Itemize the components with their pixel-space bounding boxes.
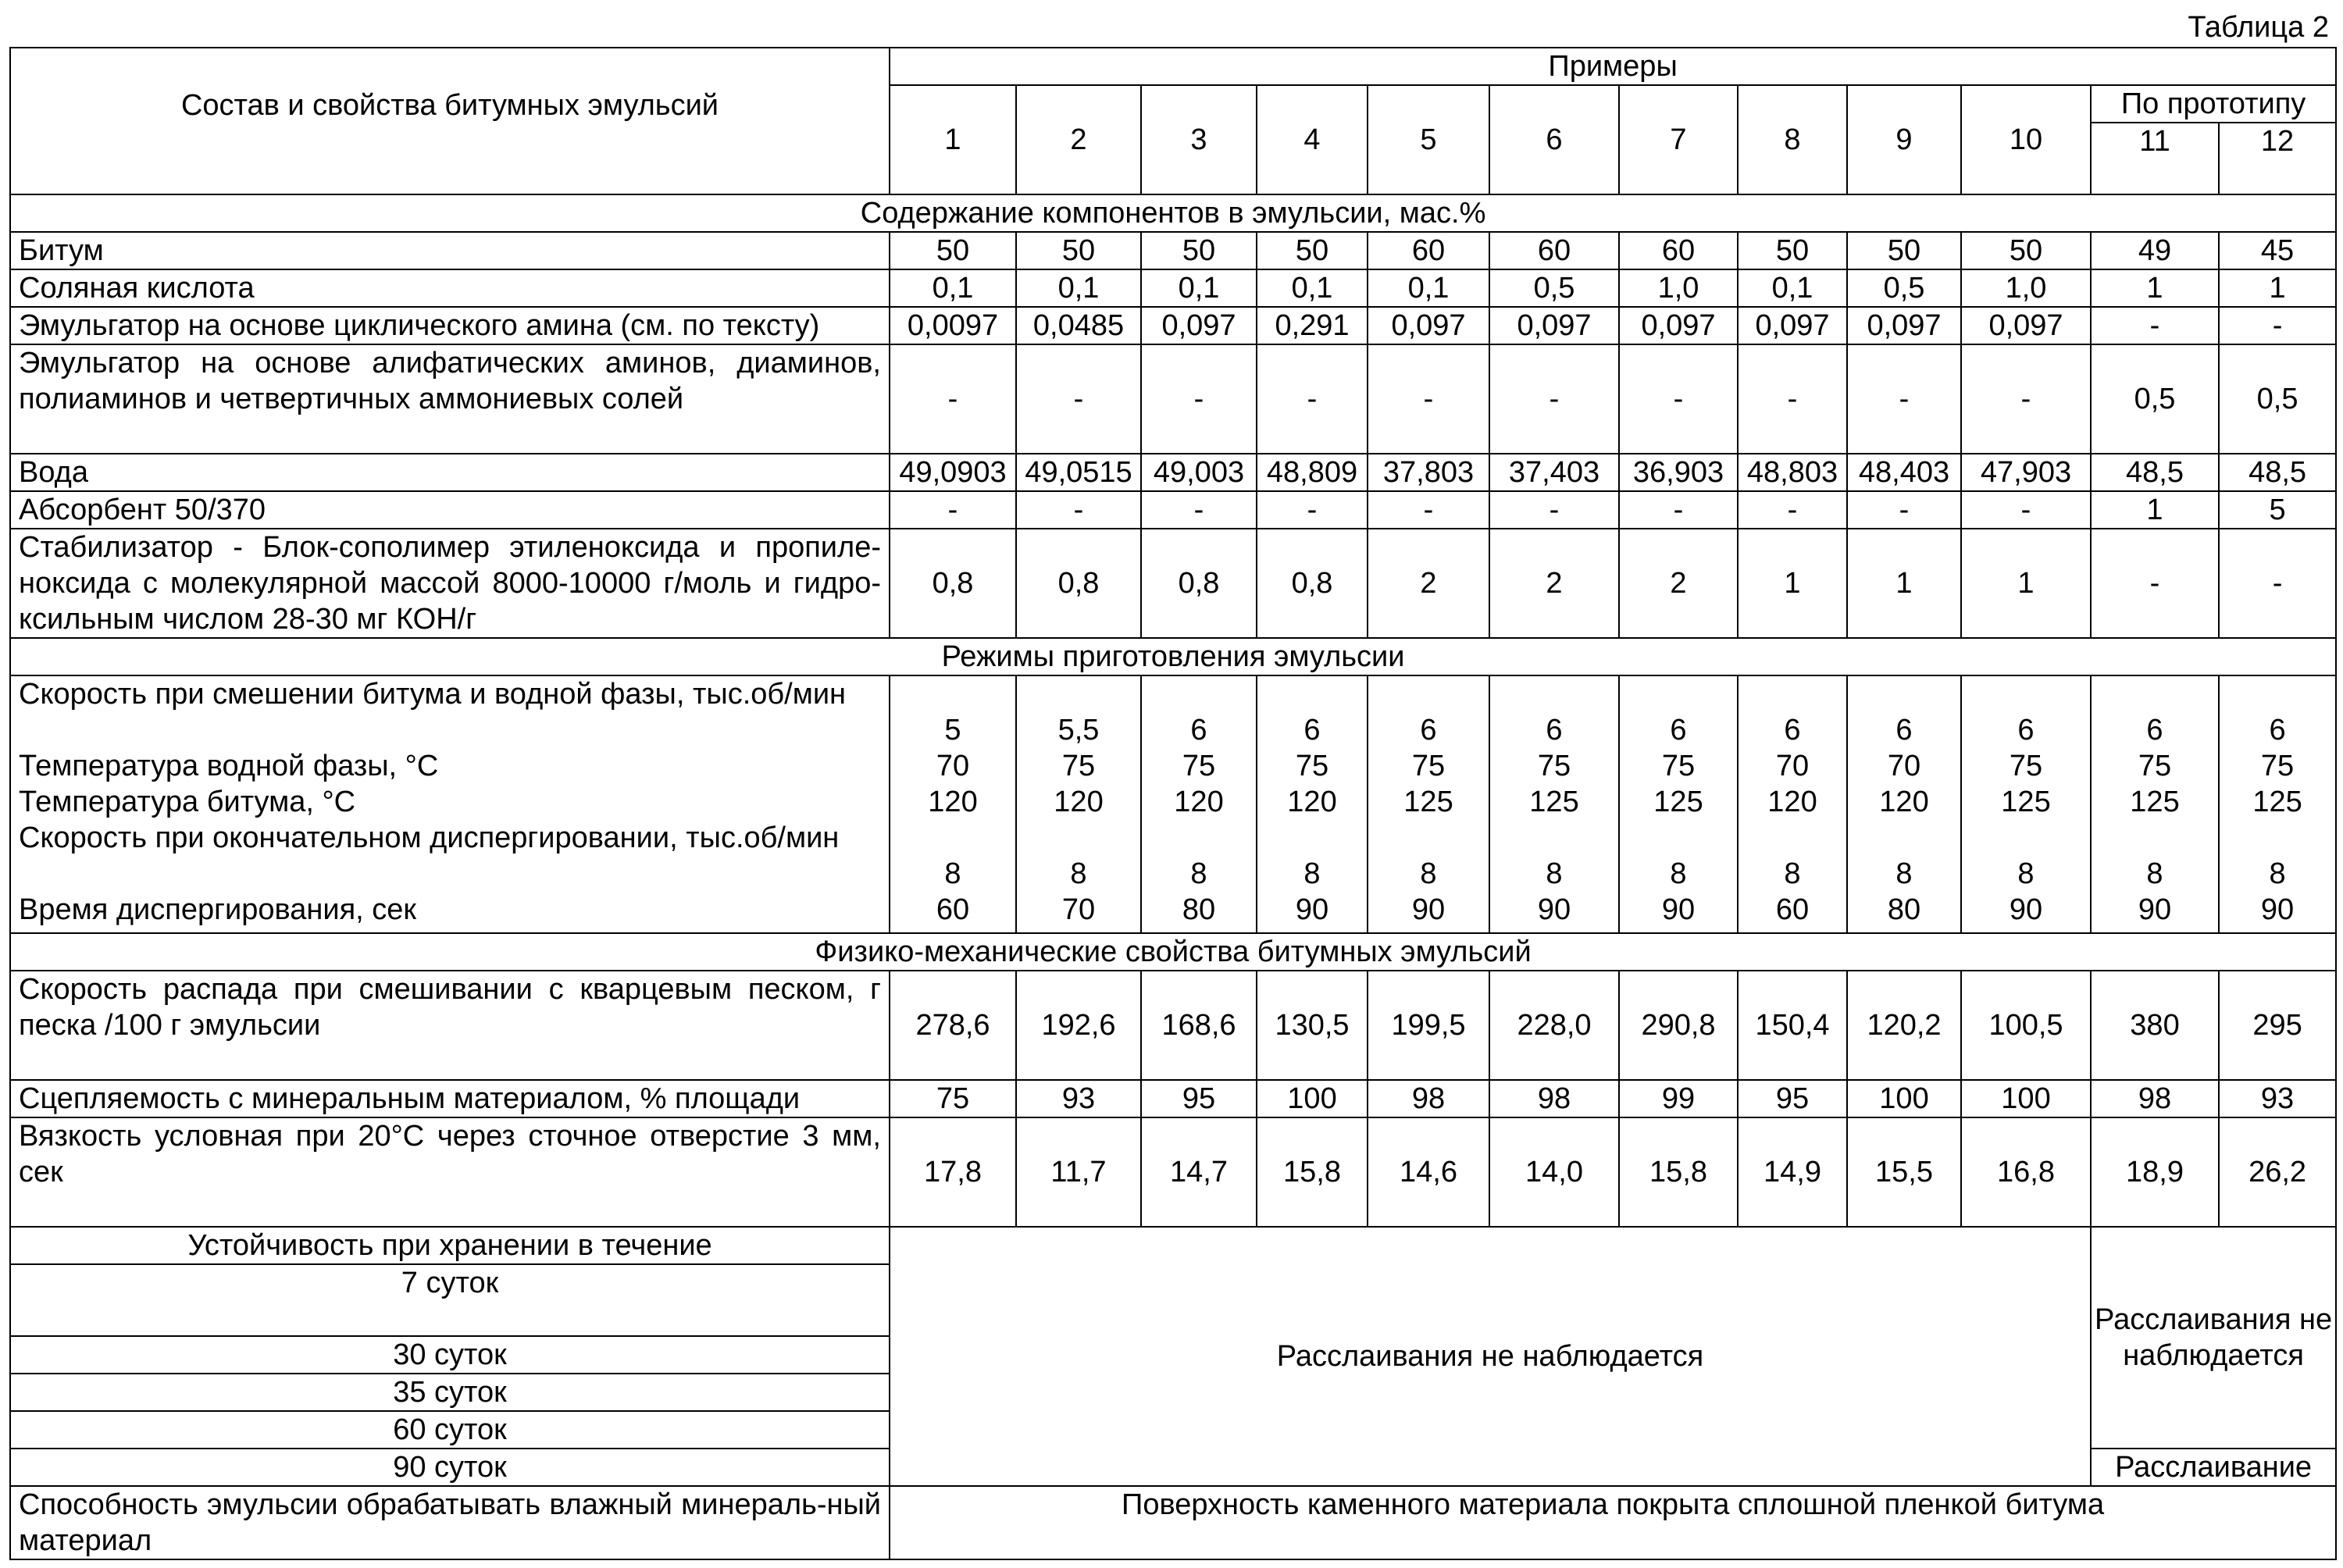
cell-disp_time-6: 90 xyxy=(1537,893,1571,926)
cell-bitum-6: 60 xyxy=(1489,232,1619,269)
cell-mix_speed-7: 6 xyxy=(1670,714,1687,747)
row-label-adhesion: Сцепляемость с минеральным материалом, % площади xyxy=(10,1080,890,1117)
cell-disp_time-5: 90 xyxy=(1411,893,1446,926)
cell-stab-5: 2 xyxy=(1368,529,1489,638)
storage-60-days: 60 суток xyxy=(10,1411,890,1449)
row-label-emul2: Эмульгатор на основе алифатических аминов, диаминов, полиаминов и четвертичных аммониевых солей xyxy=(10,344,890,454)
cell-emul2-2: - xyxy=(1016,344,1141,454)
cell-decay-8: 150,4 xyxy=(1738,971,1847,1080)
modes-col-8 xyxy=(1738,675,1847,933)
cell-disp_time-2: 70 xyxy=(1061,893,1096,926)
header-prototype: По прототипу xyxy=(2091,85,2336,123)
cell-emul1-4: 0,291 xyxy=(1257,307,1368,344)
cell-acid-10: 1,0 xyxy=(1961,269,2091,307)
modes-col-12 xyxy=(2219,675,2336,933)
cell-emul1-3: 0,097 xyxy=(1141,307,1257,344)
cell-acid-8: 0,1 xyxy=(1738,269,1847,307)
cell-bitum_temp-7: 125 xyxy=(1653,786,1703,818)
row-label-disp_time: Время диспергирования, сек xyxy=(19,893,417,926)
cell-final_speed-6: 8 xyxy=(1546,857,1563,890)
cell-water-11: 48,5 xyxy=(2091,454,2219,491)
cell-bitum-12: 45 xyxy=(2219,232,2336,269)
cell-final_speed-5: 8 xyxy=(1420,857,1437,890)
modes-col-10 xyxy=(1961,675,2091,933)
cell-water_temp-11: 75 xyxy=(2138,750,2172,782)
cell-bitum_temp-8: 120 xyxy=(1767,786,1817,818)
cell-mix_speed-9: 6 xyxy=(1895,714,1913,747)
cell-stab-3: 0,8 xyxy=(1141,529,1257,638)
cell-absorb-10: - xyxy=(1961,491,2091,529)
cell-absorb-12: 5 xyxy=(2219,491,2336,529)
storage-7-days: 7 суток xyxy=(10,1264,890,1336)
row-label-decay: Скорость распада при смешивании с кварцевым песком, г песка /100 г эмульсии xyxy=(10,971,890,1080)
cell-final_speed-2: 8 xyxy=(1070,857,1087,890)
header-col-8: 8 xyxy=(1738,85,1847,194)
wet-material-value: Поверхность каменного материала покрыта сплошной пленкой битума xyxy=(890,1486,2336,1559)
cell-acid-4: 0,1 xyxy=(1257,269,1368,307)
cell-absorb-11: 1 xyxy=(2091,491,2219,529)
cell-adhesion-4: 100 xyxy=(1257,1080,1368,1117)
cell-decay-9: 120,2 xyxy=(1847,971,1961,1080)
cell-adhesion-1: 75 xyxy=(890,1080,1016,1117)
cell-water-7: 36,903 xyxy=(1619,454,1738,491)
cell-mix_speed-5: 6 xyxy=(1420,714,1437,747)
cell-absorb-9: - xyxy=(1847,491,1961,529)
header-col-1: 1 xyxy=(890,85,1016,194)
cell-adhesion-3: 95 xyxy=(1141,1080,1257,1117)
cell-decay-3: 168,6 xyxy=(1141,971,1257,1080)
cell-adhesion-6: 98 xyxy=(1489,1080,1619,1117)
storage-title: Устойчивость при хранении в течение xyxy=(10,1227,890,1264)
cell-disp_time-11: 90 xyxy=(2138,893,2172,926)
cell-bitum-11: 49 xyxy=(2091,232,2219,269)
header-col-3: 3 xyxy=(1141,85,1257,194)
cell-bitum-7: 60 xyxy=(1619,232,1738,269)
cell-absorb-6: - xyxy=(1489,491,1619,529)
cell-bitum_temp-4: 120 xyxy=(1287,786,1337,818)
cell-water_temp-6: 75 xyxy=(1537,750,1571,782)
cell-water-10: 47,903 xyxy=(1961,454,2091,491)
cell-mix_speed-1: 5 xyxy=(944,714,961,747)
cell-bitum_temp-10: 125 xyxy=(2001,786,2051,818)
cell-acid-12: 1 xyxy=(2219,269,2336,307)
cell-mix_speed-11: 6 xyxy=(2146,714,2163,747)
cell-water-9: 48,403 xyxy=(1847,454,1961,491)
header-examples: Примеры xyxy=(890,48,2336,85)
cell-decay-1: 278,6 xyxy=(890,971,1016,1080)
modes-col-9 xyxy=(1847,675,1961,933)
storage-proto-90: Расслаивание xyxy=(2091,1449,2336,1486)
cell-viscosity-3: 14,7 xyxy=(1141,1117,1257,1227)
storage-35-days: 35 суток xyxy=(10,1374,890,1411)
cell-bitum-9: 50 xyxy=(1847,232,1961,269)
cell-mix_speed-6: 6 xyxy=(1546,714,1563,747)
cell-final_speed-1: 8 xyxy=(944,857,961,890)
cell-emul2-3: - xyxy=(1141,344,1257,454)
cell-emul1-6: 0,097 xyxy=(1489,307,1619,344)
cell-absorb-1: - xyxy=(890,491,1016,529)
cell-water-6: 37,403 xyxy=(1489,454,1619,491)
cell-stab-1: 0,8 xyxy=(890,529,1016,638)
modes-col-11 xyxy=(2091,675,2219,933)
cell-emul1-7: 0,097 xyxy=(1619,307,1738,344)
cell-final_speed-10: 8 xyxy=(2017,857,2035,890)
modes-col-6 xyxy=(1489,675,1619,933)
cell-absorb-8: - xyxy=(1738,491,1847,529)
cell-water_temp-3: 75 xyxy=(1182,750,1216,782)
cell-water-1: 49,0903 xyxy=(890,454,1016,491)
row-label-bitum: Битум xyxy=(10,232,890,269)
cell-absorb-5: - xyxy=(1368,491,1489,529)
cell-acid-11: 1 xyxy=(2091,269,2219,307)
row-label-stab: Стабилизатор - Блок-сополимер этиленоксида и пропиле-ноксида с молекулярной массой 8000-10000 г/моль и гидро-ксильным числом 28-30 мг КОН/г xyxy=(10,529,890,638)
cell-viscosity-6: 14,0 xyxy=(1489,1117,1619,1227)
storage-main-value: Расслаивания не наблюдается xyxy=(890,1227,2091,1486)
cell-disp_time-1: 60 xyxy=(936,893,970,926)
section-components: Содержание компонентов в эмульсии, мас.% xyxy=(10,194,2336,232)
cell-adhesion-12: 93 xyxy=(2219,1080,2336,1117)
cell-bitum-10: 50 xyxy=(1961,232,2091,269)
cell-water_temp-4: 75 xyxy=(1295,750,1329,782)
cell-emul1-8: 0,097 xyxy=(1738,307,1847,344)
cell-stab-6: 2 xyxy=(1489,529,1619,638)
cell-bitum_temp-12: 125 xyxy=(2252,786,2302,818)
row-label-bitum_temp: Температура битума, °С xyxy=(19,786,356,818)
cell-viscosity-11: 18,9 xyxy=(2091,1117,2219,1227)
cell-bitum-1: 50 xyxy=(890,232,1016,269)
cell-final_speed-3: 8 xyxy=(1190,857,1207,890)
header-col-5: 5 xyxy=(1368,85,1489,194)
cell-emul2-4: - xyxy=(1257,344,1368,454)
cell-viscosity-2: 11,7 xyxy=(1016,1117,1141,1227)
cell-final_speed-4: 8 xyxy=(1303,857,1321,890)
cell-stab-2: 0,8 xyxy=(1016,529,1141,638)
header-col-12: 12 xyxy=(2219,123,2336,194)
cell-emul2-1: - xyxy=(890,344,1016,454)
cell-water-4: 48,809 xyxy=(1257,454,1368,491)
cell-mix_speed-3: 6 xyxy=(1190,714,1207,747)
cell-emul1-1: 0,0097 xyxy=(890,307,1016,344)
cell-decay-5: 199,5 xyxy=(1368,971,1489,1080)
row-label-absorb: Абсорбент 50/370 xyxy=(10,491,890,529)
cell-water_temp-5: 75 xyxy=(1411,750,1446,782)
cell-mix_speed-10: 6 xyxy=(2017,714,2035,747)
cell-mix_speed-8: 6 xyxy=(1784,714,1801,747)
cell-acid-9: 0,5 xyxy=(1847,269,1961,307)
modes-col-2 xyxy=(1016,675,1141,933)
cell-adhesion-9: 100 xyxy=(1847,1080,1961,1117)
cell-viscosity-12: 26,2 xyxy=(2219,1117,2336,1227)
cell-water-8: 48,803 xyxy=(1738,454,1847,491)
cell-disp_time-10: 90 xyxy=(2009,893,2043,926)
cell-disp_time-7: 90 xyxy=(1661,893,1696,926)
cell-acid-3: 0,1 xyxy=(1141,269,1257,307)
storage-90-days: 90 суток xyxy=(10,1449,890,1486)
row-label-final_speed: Скорость при окончательном диспергировании, тыс.об/мин xyxy=(19,821,840,854)
cell-bitum-3: 50 xyxy=(1141,232,1257,269)
modes-col-3 xyxy=(1141,675,1257,933)
cell-emul2-10: - xyxy=(1961,344,2091,454)
wet-material-label: Способность эмульсии обрабатывать влажный минераль-ный материал xyxy=(10,1486,890,1559)
cell-emul1-2: 0,0485 xyxy=(1016,307,1141,344)
section-modes: Режимы приготовления эмульсии xyxy=(10,638,2336,675)
cell-decay-11: 380 xyxy=(2091,971,2219,1080)
cell-water_temp-2: 75 xyxy=(1061,750,1096,782)
cell-final_speed-7: 8 xyxy=(1670,857,1687,890)
cell-bitum_temp-11: 125 xyxy=(2130,786,2180,818)
row-label-water: Вода xyxy=(10,454,890,491)
cell-stab-4: 0,8 xyxy=(1257,529,1368,638)
cell-final_speed-9: 8 xyxy=(1895,857,1913,890)
cell-stab-8: 1 xyxy=(1738,529,1847,638)
cell-acid-2: 0,1 xyxy=(1016,269,1141,307)
cell-decay-12: 295 xyxy=(2219,971,2336,1080)
cell-water_temp-8: 70 xyxy=(1775,750,1810,782)
data-table xyxy=(9,47,2337,1560)
storage-30-days: 30 суток xyxy=(10,1336,890,1374)
header-col-11: 11 xyxy=(2091,123,2219,194)
cell-final_speed-11: 8 xyxy=(2146,857,2163,890)
row-label-emul1: Эмульгатор на основе циклического амина (см. по тексту) xyxy=(10,307,890,344)
cell-absorb-3: - xyxy=(1141,491,1257,529)
cell-adhesion-10: 100 xyxy=(1961,1080,2091,1117)
cell-bitum_temp-6: 125 xyxy=(1529,786,1579,818)
cell-emul1-12: - xyxy=(2219,307,2336,344)
cell-decay-6: 228,0 xyxy=(1489,971,1619,1080)
cell-stab-11: - xyxy=(2091,529,2219,638)
cell-disp_time-8: 60 xyxy=(1775,893,1810,926)
cell-absorb-2: - xyxy=(1016,491,1141,529)
cell-water_temp-9: 70 xyxy=(1887,750,1921,782)
header-col-4: 4 xyxy=(1257,85,1368,194)
cell-mix_speed-4: 6 xyxy=(1303,714,1321,747)
cell-viscosity-8: 14,9 xyxy=(1738,1117,1847,1227)
cell-final_speed-8: 8 xyxy=(1784,857,1801,890)
cell-bitum-4: 50 xyxy=(1257,232,1368,269)
cell-emul2-7: - xyxy=(1619,344,1738,454)
cell-emul2-9: - xyxy=(1847,344,1961,454)
cell-bitum-2: 50 xyxy=(1016,232,1141,269)
cell-disp_time-9: 80 xyxy=(1887,893,1921,926)
cell-adhesion-7: 99 xyxy=(1619,1080,1738,1117)
cell-disp_time-4: 90 xyxy=(1295,893,1329,926)
cell-viscosity-4: 15,8 xyxy=(1257,1117,1368,1227)
cell-bitum_temp-2: 120 xyxy=(1054,786,1104,818)
cell-decay-2: 192,6 xyxy=(1016,971,1141,1080)
modes-labels xyxy=(10,675,890,933)
cell-adhesion-5: 98 xyxy=(1368,1080,1489,1117)
cell-stab-12: - xyxy=(2219,529,2336,638)
cell-viscosity-5: 14,6 xyxy=(1368,1117,1489,1227)
header-corner: Состав и свойства битумных эмульсий xyxy=(10,48,890,194)
cell-decay-10: 100,5 xyxy=(1961,971,2091,1080)
cell-disp_time-3: 80 xyxy=(1182,893,1216,926)
header-col-9: 9 xyxy=(1847,85,1961,194)
header-col-7: 7 xyxy=(1619,85,1738,194)
cell-mix_speed-2: 5,5 xyxy=(1057,714,1100,747)
cell-emul2-12: 0,5 xyxy=(2219,344,2336,454)
cell-decay-7: 290,8 xyxy=(1619,971,1738,1080)
cell-absorb-4: - xyxy=(1257,491,1368,529)
table-caption: Таблица 2 xyxy=(2188,11,2329,44)
cell-mix_speed-12: 6 xyxy=(2269,714,2286,747)
cell-water-3: 49,003 xyxy=(1141,454,1257,491)
cell-adhesion-11: 98 xyxy=(2091,1080,2219,1117)
header-col-6: 6 xyxy=(1489,85,1619,194)
cell-viscosity-10: 16,8 xyxy=(1961,1117,2091,1227)
cell-acid-1: 0,1 xyxy=(890,269,1016,307)
cell-bitum_temp-1: 120 xyxy=(928,786,978,818)
cell-emul2-5: - xyxy=(1368,344,1489,454)
header-col-2: 2 xyxy=(1016,85,1141,194)
modes-col-7 xyxy=(1619,675,1738,933)
cell-acid-7: 1,0 xyxy=(1619,269,1738,307)
cell-acid-5: 0,1 xyxy=(1368,269,1489,307)
modes-col-1 xyxy=(890,675,1016,933)
cell-water_temp-12: 75 xyxy=(2260,750,2295,782)
cell-acid-6: 0,5 xyxy=(1489,269,1619,307)
cell-water_temp-1: 70 xyxy=(936,750,970,782)
section-properties: Физико-механические свойства битумных эмульсий xyxy=(10,933,2336,971)
cell-absorb-7: - xyxy=(1619,491,1738,529)
cell-emul2-6: - xyxy=(1489,344,1619,454)
cell-bitum_temp-9: 120 xyxy=(1879,786,1929,818)
cell-bitum_temp-5: 125 xyxy=(1403,786,1453,818)
cell-water-2: 49,0515 xyxy=(1016,454,1141,491)
cell-water-5: 37,803 xyxy=(1368,454,1489,491)
cell-emul2-11: 0,5 xyxy=(2091,344,2219,454)
cell-water_temp-10: 75 xyxy=(2009,750,2043,782)
cell-emul1-10: 0,097 xyxy=(1961,307,2091,344)
storage-proto-value: Расслаивания не наблюдается xyxy=(2091,1227,2336,1449)
cell-viscosity-9: 15,5 xyxy=(1847,1117,1961,1227)
cell-bitum-5: 60 xyxy=(1368,232,1489,269)
row-label-viscosity: Вязкость условная при 20°С через сточное отверстие 3 мм, сек xyxy=(10,1117,890,1227)
cell-adhesion-8: 95 xyxy=(1738,1080,1847,1117)
cell-water_temp-7: 75 xyxy=(1661,750,1696,782)
cell-stab-7: 2 xyxy=(1619,529,1738,638)
row-label-mix_speed: Скорость при смешении битума и водной фазы, тыс.об/мин xyxy=(19,678,847,711)
cell-decay-4: 130,5 xyxy=(1257,971,1368,1080)
header-col-10: 10 xyxy=(1961,85,2091,194)
cell-stab-9: 1 xyxy=(1847,529,1961,638)
modes-col-4 xyxy=(1257,675,1368,933)
cell-viscosity-7: 15,8 xyxy=(1619,1117,1738,1227)
row-label-water_temp: Температура водной фазы, °С xyxy=(19,750,439,782)
cell-final_speed-12: 8 xyxy=(2269,857,2286,890)
modes-col-5 xyxy=(1368,675,1489,933)
cell-bitum_temp-3: 120 xyxy=(1174,786,1224,818)
cell-emul1-5: 0,097 xyxy=(1368,307,1489,344)
cell-stab-10: 1 xyxy=(1961,529,2091,638)
cell-water-12: 48,5 xyxy=(2219,454,2336,491)
cell-disp_time-12: 90 xyxy=(2260,893,2295,926)
cell-emul1-9: 0,097 xyxy=(1847,307,1961,344)
cell-bitum-8: 50 xyxy=(1738,232,1847,269)
cell-adhesion-2: 93 xyxy=(1016,1080,1141,1117)
cell-viscosity-1: 17,8 xyxy=(890,1117,1016,1227)
row-label-acid: Соляная кислота xyxy=(10,269,890,307)
cell-emul1-11: - xyxy=(2091,307,2219,344)
cell-emul2-8: - xyxy=(1738,344,1847,454)
